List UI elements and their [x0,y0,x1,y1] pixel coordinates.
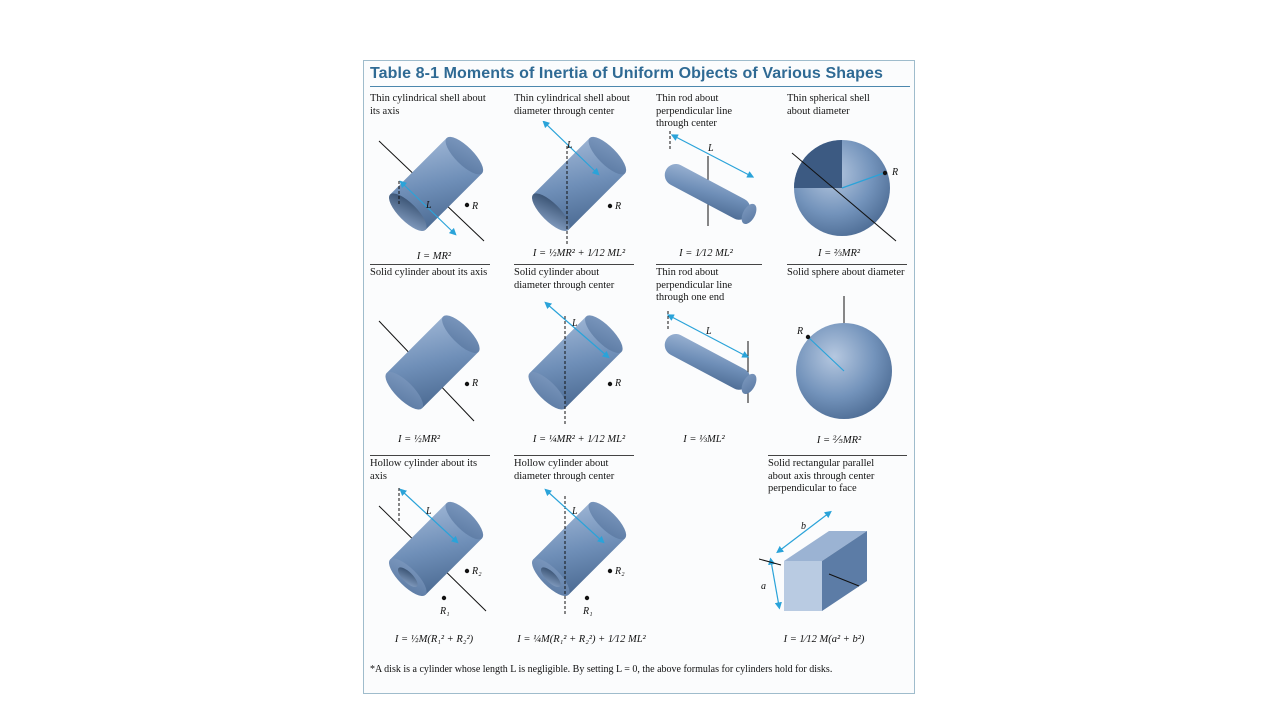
formula-thin-shell-axis: I = MR² [416,251,452,262]
thin-rod-end-figure [656,311,766,411]
thin-cylindrical-shell-axis-figure [374,121,494,246]
length-letter: L [426,200,432,211]
solid-cylinder-diameter-figure [517,296,637,431]
cell-rule [768,455,907,456]
width-letter: b [801,521,806,532]
formula-thin-shell-diameter: I = ½MR² + 1⁄12 ML² [532,248,626,259]
footnote: *A disk is a cylinder whose length L is negligible. By setting L = 0, the above formulas for cylinders hold for disks. [370,664,833,675]
moments-of-inertia-table [363,60,915,694]
solid-sphere-figure [784,294,909,429]
thin-spherical-shell-figure [784,131,909,246]
length-letter: L [567,140,573,151]
length-letter: L [426,506,432,517]
cell-label-thin-spherical-shell: Thin spherical shell about diameter [787,93,870,117]
height-letter: a [761,581,766,592]
radius-letter: R [797,326,804,337]
cell-label-thin-rod-center: Thin rod about perpendicular line through center [656,93,733,129]
thin-rod-center-figure [656,131,766,241]
cell-rule [514,455,634,456]
solid-cylinder-axis-figure [374,306,494,431]
length-letter: L [706,326,712,337]
cell-label-solid-cylinder-axis: Solid cylinder about its axis [370,267,488,278]
title-rule [370,86,910,87]
cell-rule [370,264,490,265]
formula-rectangular-parallelepiped: I = 1⁄12 M(a² + b²) [783,634,865,645]
radius-letter: R [892,167,899,178]
thin-cylindrical-shell-diameter-figure [517,121,637,246]
formula-hollow-cylinder-axis: I = ½M(R₁² + R₂²) [394,634,474,645]
formula-solid-cylinder-diameter: I = ¼MR² + 1⁄12 ML² [532,434,626,445]
formula-thin-rod-end: I = ⅓ML² [683,434,725,445]
outer-radius-letter: R₂ [615,566,625,577]
cell-label-thin-shell-diameter: Thin cylindrical shell about diameter through center [514,93,630,117]
cell-label-hollow-cylinder-diameter: Hollow cylinder about diameter through center [514,458,615,482]
cell-rule [656,264,762,265]
cell-rule [514,264,634,265]
inner-radius-letter: R₁ [440,606,450,617]
inner-radius-letter: R₁ [583,606,593,617]
cell-rule [370,455,490,456]
cell-label-rectangular-parallelepiped: Solid rectangular parallel about axis through center perpendicular to face [768,458,875,494]
cell-rule [787,264,907,265]
rectangular-parallelepiped-figure [759,501,879,611]
radius-letter: R [472,378,479,389]
cell-label-solid-sphere: Solid sphere about diameter [787,267,905,278]
cell-label-solid-cylinder-diameter: Solid cylinder about diameter through center [514,267,615,291]
radius-letter: R [472,201,479,212]
hollow-cylinder-diameter-figure [517,486,637,621]
formula-hollow-cylinder-diameter: I = ¼M(R₁² + R₂²) + 1⁄12 ML² [517,634,646,645]
length-letter: L [572,318,578,329]
outer-radius-letter: R₂ [472,566,482,577]
formula-thin-rod-center: I = 1⁄12 ML² [679,248,733,259]
length-letter: L [708,143,714,154]
length-letter: L [572,506,578,517]
table-title: Table 8-1 Moments of Inertia of Uniform Objects of Various Shapes [370,65,883,82]
radius-letter: R [615,378,622,389]
cell-label-thin-rod-end: Thin rod about perpendicular line through one end [656,267,733,303]
formula-solid-sphere: I = ⅖MR² [816,435,862,446]
radius-letter: R [615,201,622,212]
hollow-cylinder-axis-figure [374,486,494,621]
formula-solid-cylinder-axis: I = ½MR² [397,434,440,445]
formula-thin-spherical-shell: I = ⅔MR² [817,248,860,259]
cell-label-thin-shell-axis: Thin cylindrical shell about its axis [370,93,486,117]
cell-label-hollow-cylinder-axis: Hollow cylinder about its axis [370,458,478,482]
